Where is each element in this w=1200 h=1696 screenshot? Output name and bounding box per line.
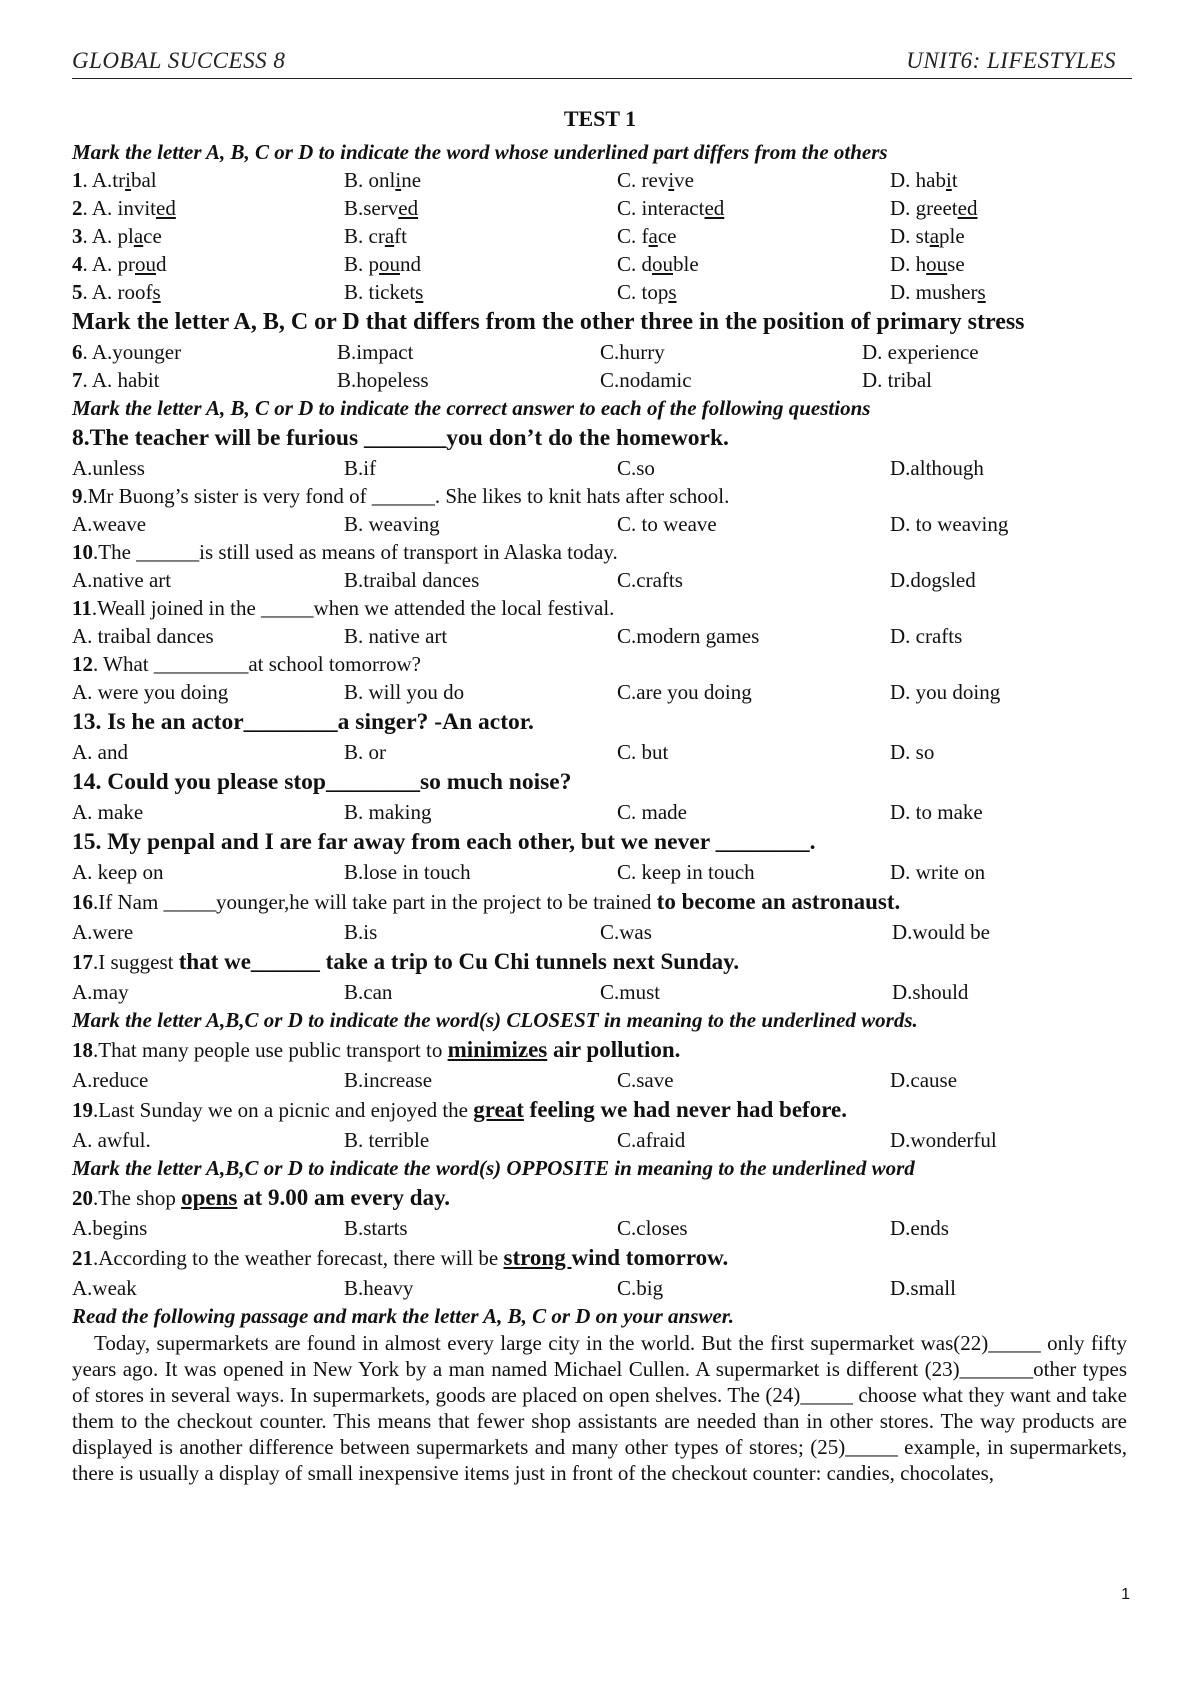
question-20-options: A.begins B.starts C.closes D.ends [72, 1216, 949, 1240]
question-16-stem: 16.If Nam _____younger,he will take part in the project to be trained to become an astronaust. [72, 889, 901, 914]
question-19-stem: 19.Last Sunday we on a picnic and enjoyed the great feeling we had never had before. [72, 1097, 847, 1122]
header-left: GLOBAL SUCCESS 8 [72, 48, 286, 73]
test-content [72, 138, 1132, 1486]
section-4-instruction: Mark the letter A,B,C or D to indicate the word(s) CLOSEST in meaning to the underlined words. [72, 1008, 918, 1032]
page-title: TEST 1 [563, 106, 637, 131]
question-17-options: A.may B.can C.must D.should [72, 980, 969, 1004]
question-13-stem: 13. Is he an actor________a singer? -An actor. [72, 709, 534, 735]
question-8-stem: 8.The teacher will be furious _______you don’t do the homework. [72, 425, 729, 451]
question-20-stem: 20.The shop opens at 9.00 am every day. [72, 1185, 451, 1210]
question-17-stem: 17.I suggest that we______ take a trip to Cu Chi tunnels next Sunday. [72, 949, 740, 974]
page-number: 1 [1121, 1586, 1130, 1603]
question-2: 2. A. invited B.served C. interacted D. greeted [72, 196, 978, 220]
question-1: 1. A.tribal B. online C. revive D. habit [72, 168, 958, 192]
question-9-stem: 9.Mr Buong’s sister is very fond of ______. She likes to knit hats after school. [72, 484, 730, 508]
question-18-stem: 18.That many people use public transport to minimizes air pollution. [72, 1037, 681, 1062]
question-15-options: A. keep on B.lose in touch C. keep in touch D. write on [72, 860, 986, 884]
question-12-options: A. were you doing B. will you do C.are you doing D. you doing [72, 680, 1001, 704]
question-11-options: A. traibal dances B. native art C.modern games D. crafts [72, 624, 963, 648]
question-21-options: A.weak B.heavy C.big D.small [72, 1276, 956, 1300]
question-10-stem: 10.The ______is still used as means of transport in Alaska today. [72, 540, 618, 564]
question-3: 3. A. place B. craft C. face D. staple [72, 224, 965, 248]
reading-passage: Today, supermarkets are found in almost every large city in the world. But the first supermarket was(22)_____ only fifty years ago. It was opened in New York by a man named Michael Cullen. A supermarket is different (23)_______other types of stores in several ways. In supermarkets, goods are placed on open shelves. The (24)_____ choose what they want and take them to the checkout counter. This means that fewer shop assistants are needed than in other stores. The way products are displayed is another difference between supermarkets and many other types of stores; (25)_____ example, in supermarkets, there is usually a display of small inexpensive items just in front of the checkout counter: candies, chocolates, [72, 1331, 1127, 1485]
section-2-instruction: Mark the letter A, B, C or D that differs from the other three in the position of primary stress [72, 309, 1025, 335]
question-9-options: A.weave B. weaving C. to weave D. to weaving [72, 512, 1009, 536]
q-num: 1 [72, 168, 83, 192]
question-13-options: A. and B. or C. but D. so [72, 740, 935, 764]
section-3-instruction: Mark the letter A, B, C or D to indicate the correct answer to each of the following questions [72, 396, 871, 420]
section-6-instruction: Read the following passage and mark the letter A, B, C or D on your answer. [72, 1304, 734, 1328]
question-18-options: A.reduce B.increase C.save D.cause [72, 1068, 958, 1092]
section-1-instruction: Mark the letter A, B, C or D to indicate the word whose underlined part differs from the others [72, 140, 888, 164]
question-14-options: A. make B. making C. made D. to make [72, 800, 983, 824]
header-right: UNIT6: LIFESTYLES [906, 48, 1116, 73]
question-21-stem: 21.According to the weather forecast, there will be strong wind tomorrow. [72, 1245, 729, 1270]
question-12-stem: 12. What _________at school tomorrow? [72, 652, 421, 676]
question-4: 4. A. proud B. pound C. double D. house [72, 252, 965, 276]
question-11-stem: 11.Weall joined in the _____when we attended the local festival. [72, 596, 615, 620]
question-10-options: A.native art B.traibal dances C.crafts D.dogsled [72, 568, 976, 592]
question-15-stem: 15. My penpal and I are far away from each other, but we never ________. [72, 829, 816, 855]
question-19-options: A. awful. B. terrible C.afraid D.wonderful [72, 1128, 997, 1152]
question-8-options: A.unless B.if C.so D.although [72, 456, 984, 480]
section-5-instruction: Mark the letter A,B,C or D to indicate the word(s) OPPOSITE in meaning to the underlined word [72, 1156, 915, 1180]
question-7: 7. A. habit B.hopeless C.nodamic D. tribal [72, 368, 932, 392]
question-14-stem: 14. Could you please stop________so much noise? [72, 769, 572, 795]
question-5: 5. A. roofs B. tickets C. tops D. mushers [72, 280, 986, 304]
question-6: 6. A.younger B.impact C.hurry D. experience [72, 340, 979, 364]
question-16-options: A.were B.is C.was D.would be [72, 920, 990, 944]
page-header [72, 46, 1132, 79]
